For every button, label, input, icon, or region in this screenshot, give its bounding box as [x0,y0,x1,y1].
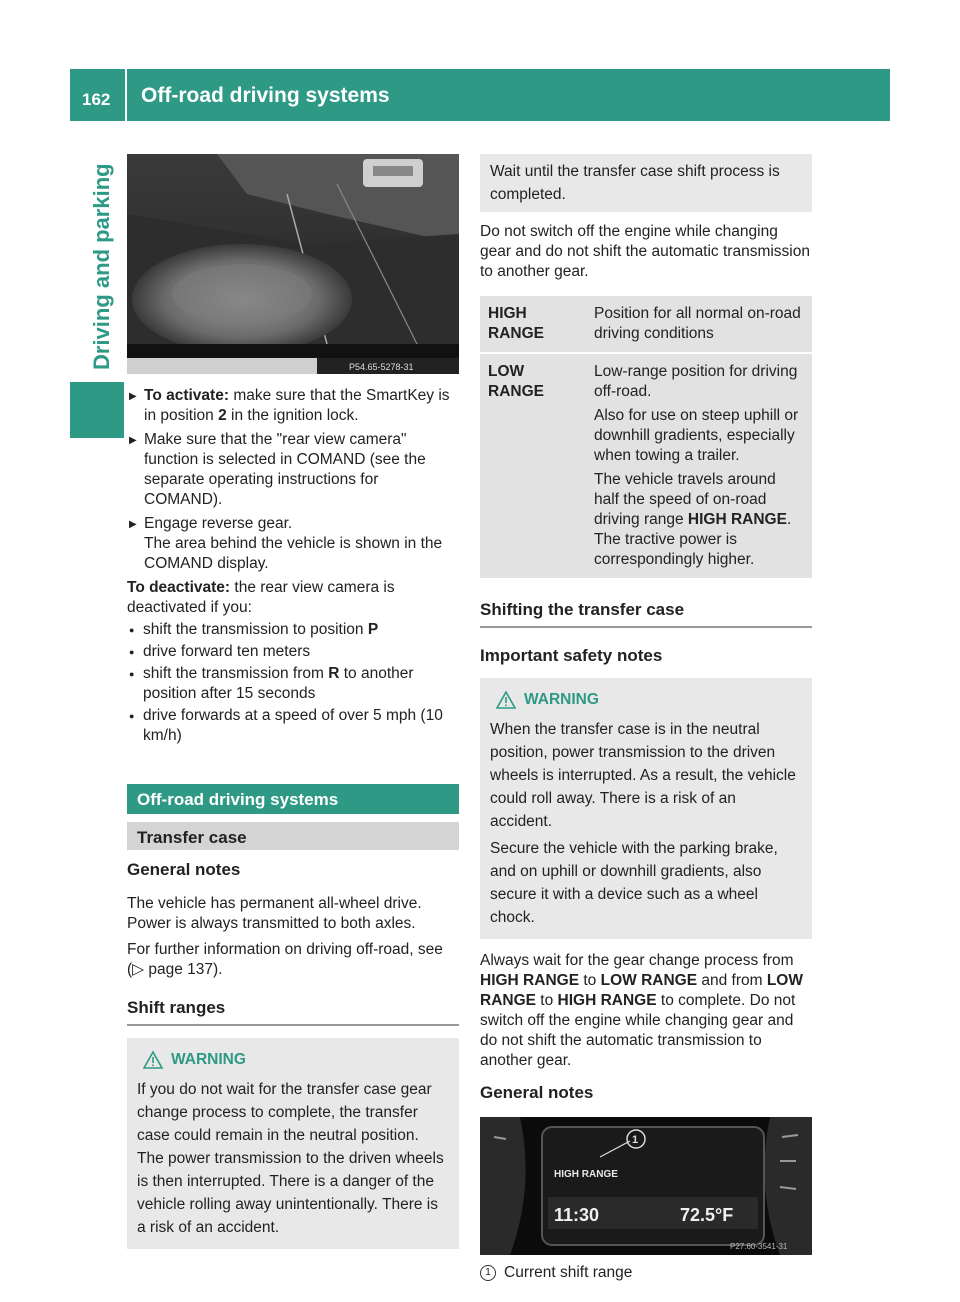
range-low-bold: HIGH RANGE [687,511,787,528]
warning-label: WARNING [171,1051,246,1068]
table-row [480,354,812,578]
dash-temperature: 72.5°F [680,1205,734,1225]
deactivation-list [127,620,459,746]
deactivation-paragraph [127,578,459,618]
rear-camera-image [127,154,459,374]
range-low-line-3 [594,470,804,570]
warning-label: WARNING [524,691,599,708]
figure-caption [480,1263,812,1283]
range-key-low: LOW RANGE [488,363,544,400]
general-notes-p1: The vehicle has permanent all-wheel drive. Power is always transmitted to both axles. [127,895,422,932]
callout-number: 1 [632,1134,639,1146]
shifting-heading: Shifting the transfer case [480,600,812,628]
left-column [127,154,459,1249]
dash-image-code: P27.60-3541-31 [730,1242,788,1251]
wait-note-box: Wait until the transfer case shift process is completed. [480,154,812,212]
deactivate-text: the rear view camera is deactivated if you: [127,579,395,616]
side-tab-marker [70,382,124,438]
list-item [127,706,459,746]
bold-span: LOW RANGE [480,972,803,1009]
text-span: to [583,972,597,989]
warning-text-2: Secure the vehicle with the parking brake, and on uphill or downhill gradients, also secure it with a device such as a wheel chock. [490,840,778,926]
bold-span: HIGH RANGE [480,972,580,989]
no-switch-text: Do not switch off the engine while changing gear and do not shift the automatic transmission to another gear. [480,223,810,280]
text-span: to complete. Do not switch off the engine while changing gear and do not shift the automatic transmission to another gear. [480,992,796,1069]
activation-step-3: ▶ Engage reverse gear. [127,514,459,534]
range-low-tail: . The tractive power is correspondingly higher. [594,511,792,568]
page-number: 162 [82,90,111,109]
list-item-bold: R [328,665,340,682]
range-low-text: The vehicle travels around half the speed of on-road driving range [594,471,776,528]
warning-text-1: When the transfer case is in the neutral position, power transmission to the driven wheels is interrupted. As a result, the vehicle could roll away. There is a risk of an accident. [490,721,796,830]
section-title: Off-road driving systems [127,784,459,814]
list-item [127,642,459,662]
warning-title [137,1050,449,1070]
shift-ranges-heading: Shift ranges [127,998,459,1026]
warning-title [490,690,802,710]
general-notes-heading: General notes [127,860,241,879]
instrument-cluster-graphic [480,1117,812,1255]
activation-step-2: ▶ Make sure that the "rear view camera" function is selected in COMAND (see the separate operating instructions for COMAND). [127,430,459,510]
warning-text: If you do not wait for the transfer case gear change process to complete, the transfer case could remain in the neutral position. The power transmission to the driven wheels is then interrupted. There is a danger of the vehicle rolling away unintentionally. There is a risk of an accident. [137,1081,444,1236]
list-item-text: drive forwards at a speed of over 5 mph (10 km/h) [143,707,443,744]
list-item-text: drive forward ten meters [143,643,311,660]
activate-tail: in the ignition lock. [231,407,359,424]
bold-span: HIGH RANGE [557,992,657,1009]
list-item [127,620,459,640]
safety-heading: Important safety notes [480,646,663,665]
bold-span: LOW RANGE [600,972,698,989]
range-value-low [586,354,812,578]
list-item-text: shift the transmission to position [143,621,364,638]
activate-label: To activate: [144,387,229,404]
photo-code: P54.65-5278-31 [349,362,414,372]
caption-text: Current shift range [504,1264,633,1281]
warning-box-1 [127,1038,459,1249]
right-column [480,154,812,1283]
text-span: to [540,992,554,1009]
dash-time: 11:30 [554,1205,600,1225]
activation-step-1 [127,386,459,426]
table-row [480,296,812,352]
subsection-title: Transfer case [127,822,459,850]
activation-step-3-result: The area behind the vehicle is shown in the COMAND display. [144,535,443,572]
warning-triangle-icon [143,1051,163,1069]
key-position: 2 [218,407,227,424]
range-value-high: Position for all normal on-road driving conditions [594,305,801,342]
deactivate-label: To deactivate: [127,579,231,596]
list-item-bold: P [367,621,379,638]
activate-text: make sure that the SmartKey is in position [144,387,450,424]
range-low-line-1: Low-range position for driving off-road. [594,363,798,400]
warning-triangle-icon [496,691,516,709]
general-notes-2-heading: General notes [480,1083,594,1102]
list-item [127,664,459,704]
dash-range-label: HIGH RANGE [554,1169,618,1180]
rear-camera-photo [127,154,459,374]
range-low-line-2: Also for use on steep uphill or downhill gradients, especially when towing a trailer. [594,407,799,464]
instrument-cluster-image [480,1117,812,1255]
header-divider [125,69,127,121]
general-notes-p2: For further information on driving off-road, see (▷ page 137). [127,941,443,978]
shift-range-table [480,296,812,578]
range-key-high: HIGH RANGE [488,305,544,342]
text-span: Always wait for the gear change process from [480,952,794,969]
activation-steps [127,386,459,574]
page-title: Off-road driving systems [141,84,390,107]
always-wait-paragraph [480,951,812,1071]
list-item-text: to another position after 15 seconds [143,665,414,702]
list-item-text: shift the transmission from [143,665,324,682]
text-span: and from [701,972,763,989]
side-tab-label: Driving and parking [89,163,114,370]
warning-box-2 [480,678,812,939]
callout-icon: 1 [480,1265,496,1281]
